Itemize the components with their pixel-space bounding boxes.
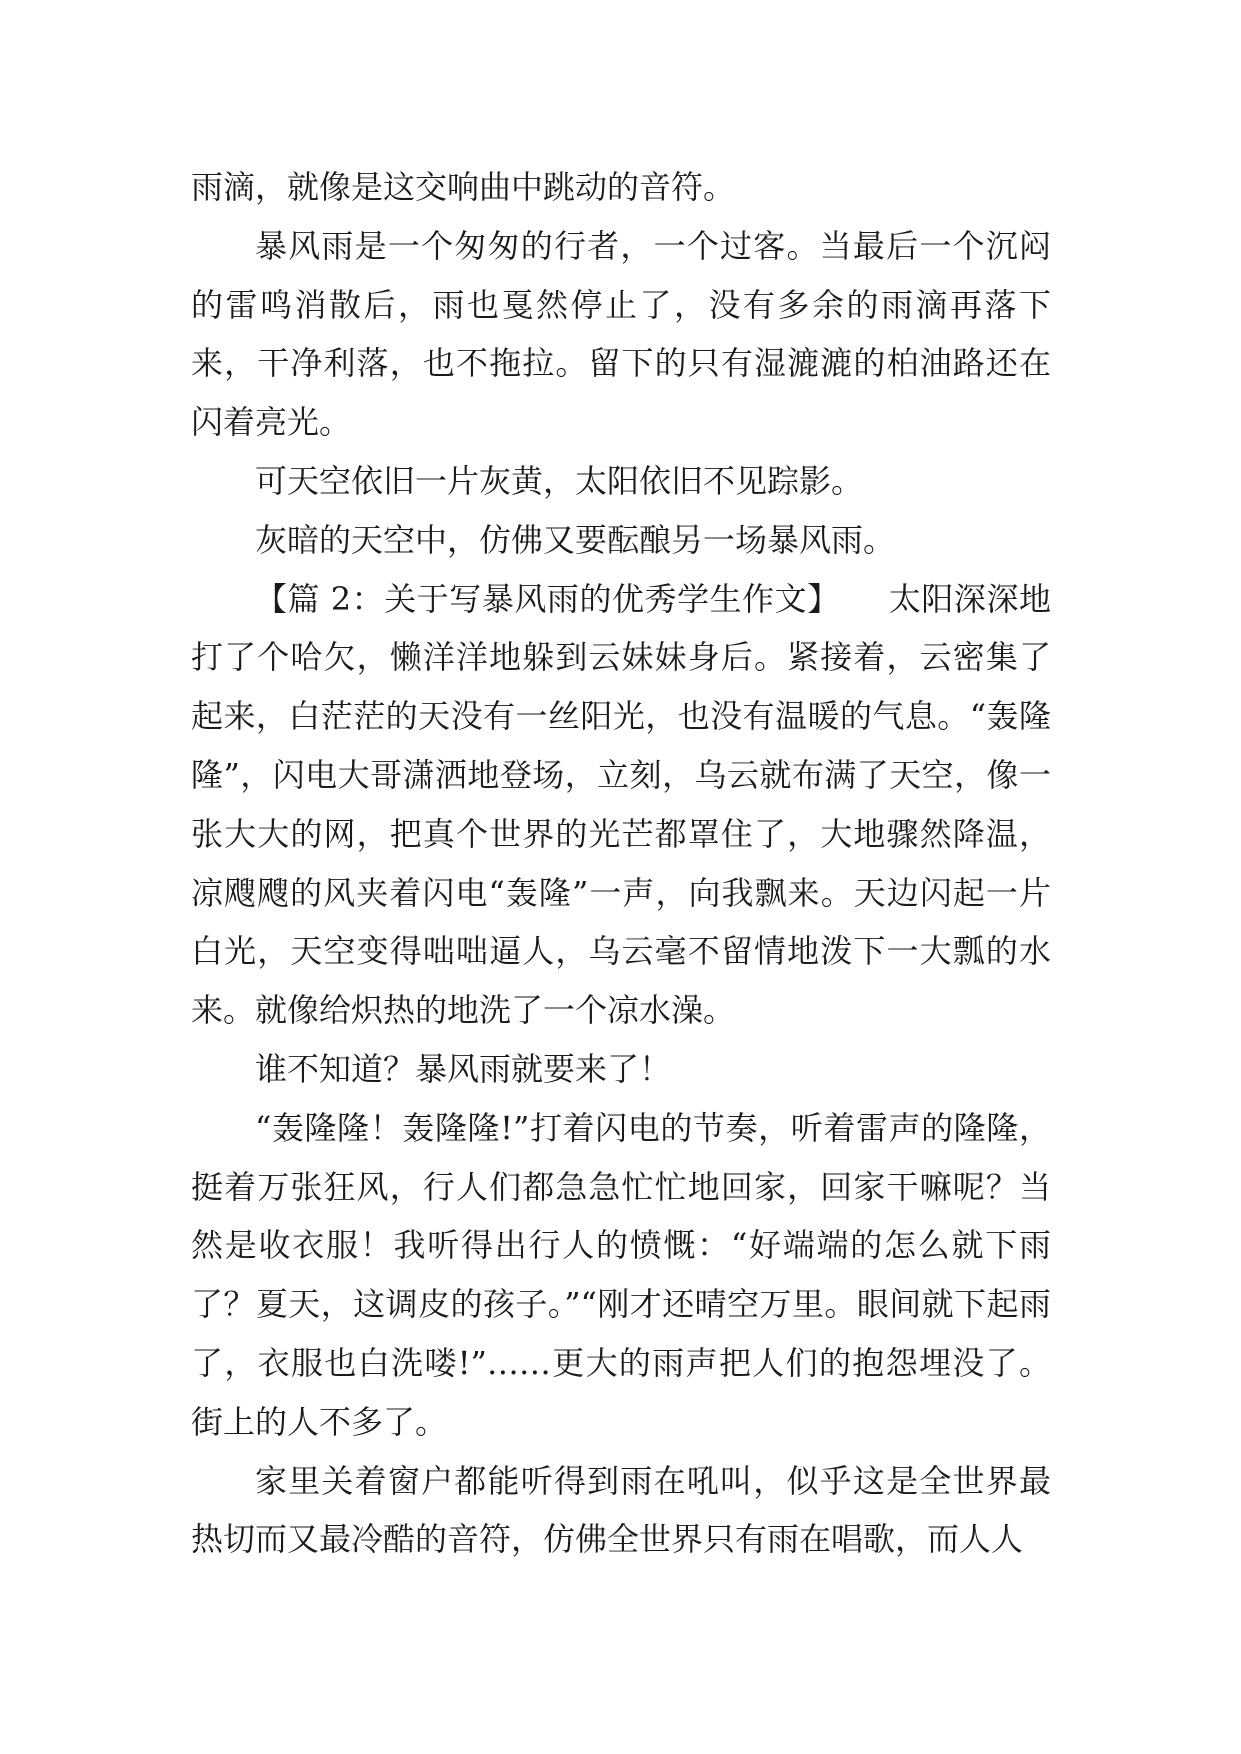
- paragraph-1: 雨滴，就像是这交响曲中跳动的音符。: [191, 168, 736, 206]
- paragraph-7: “轰隆隆！轰隆隆!”打着闪电的节奏，听着雷声的隆隆，挺着万张狂风，行人们都急急忙忙地回家，回家干嘛呢？当然是收衣服！我听得出行人的愤慨：“好端端的怎么就下雨了？夏天，这调皮的孩子。”“刚才还晴空万里。眼间就下起雨了，衣服也白洗喽!”……更大的雨声把人们的抱怨埋没了。街上的人不多了。: [191, 1108, 1051, 1441]
- paragraph-3: 可天空依旧一片灰黄，太阳依旧不见踪影。: [255, 461, 864, 500]
- paragraph-5: 【篇 2：关于写暴风雨的优秀学生作文】 太阳深深地打了个哈欠，懒洋洋地躲到云妹妹身后。紧接着，云密集了起来，白茫茫的天没有一丝阳光，也没有温暖的气息。“轰隆隆”，闪电大哥潇洒地登场，立刻，乌云就布满了天空，像一张大大的网，把真个世界的光芒都罩住了，大地骤然降温，凉飕飕的风夹着闪电“轰隆”一声，向我飘来。天边闪起一片白光，天空变得咄咄逼人，乌云毫不留情地泼下一大瓢的水来。就像给炽热的地洗了一个凉水澡。: [191, 579, 1051, 1030]
- essay-body: [191, 158, 1051, 1569]
- paragraph-6: 谁不知道？暴风雨就要来了！: [255, 1049, 672, 1088]
- paragraph-2: 暴风雨是一个匆匆的行者，一个过客。当最后一个沉闷的雷鸣消散后，雨也戛然停止了，没有多余的雨滴再落下来，干净利落，也不拖拉。留下的只有湿漉漉的柏油路还在闪着亮光。: [191, 226, 1051, 442]
- paragraph-4: 灰暗的天空中，仿佛又要酝酿另一场暴风雨。: [255, 520, 896, 559]
- paragraph-8: 家里关着窗户都能听得到雨在吼叫，似乎这是全世界最热切而又最冷酷的音符，仿佛全世界只有雨在唱歌，而人人: [191, 1461, 1051, 1559]
